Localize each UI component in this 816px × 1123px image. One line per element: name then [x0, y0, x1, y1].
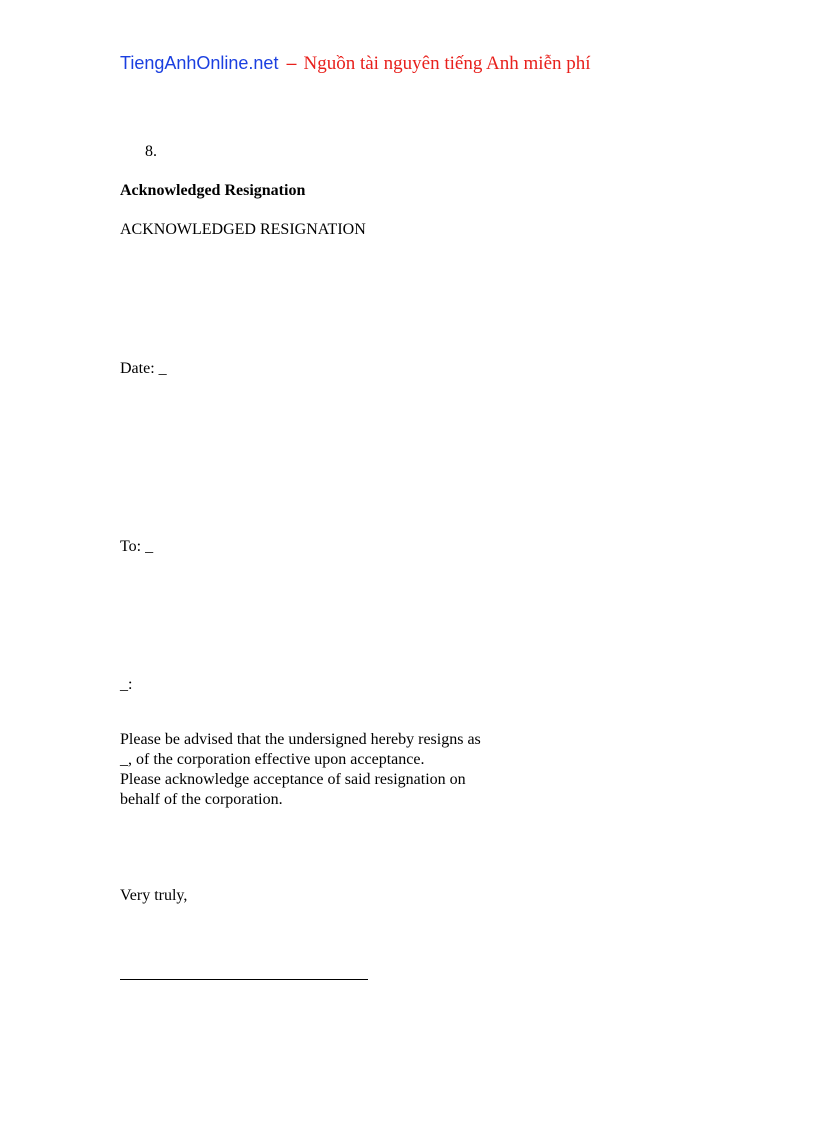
site-header	[120, 51, 591, 76]
form-title: Acknowledged Resignation	[120, 182, 306, 199]
salutation: _:	[120, 676, 133, 693]
form-heading: ACKNOWLEDGED RESIGNATION	[120, 221, 366, 238]
header-separator: –	[286, 53, 297, 73]
signature-line	[120, 979, 368, 980]
site-tagline: Nguồn tài nguyên tiếng Anh miễn phí	[303, 53, 591, 74]
closing: Very truly,	[120, 887, 188, 904]
recipient-field: To: _	[120, 538, 154, 555]
site-name-link[interactable]: TiengAnhOnline.net	[120, 53, 279, 73]
paragraph-line: _, of the corporation effective upon acceptance.	[120, 751, 425, 768]
resignation-paragraph	[120, 730, 540, 810]
paragraph-line: Please acknowledge acceptance of said resignation on	[120, 771, 466, 788]
date-field: Date: _	[120, 360, 167, 377]
paragraph-line: behalf of the corporation.	[120, 791, 283, 808]
item-number: 8.	[145, 143, 157, 160]
paragraph-line: Please be advised that the undersigned hereby resigns as	[120, 731, 481, 748]
